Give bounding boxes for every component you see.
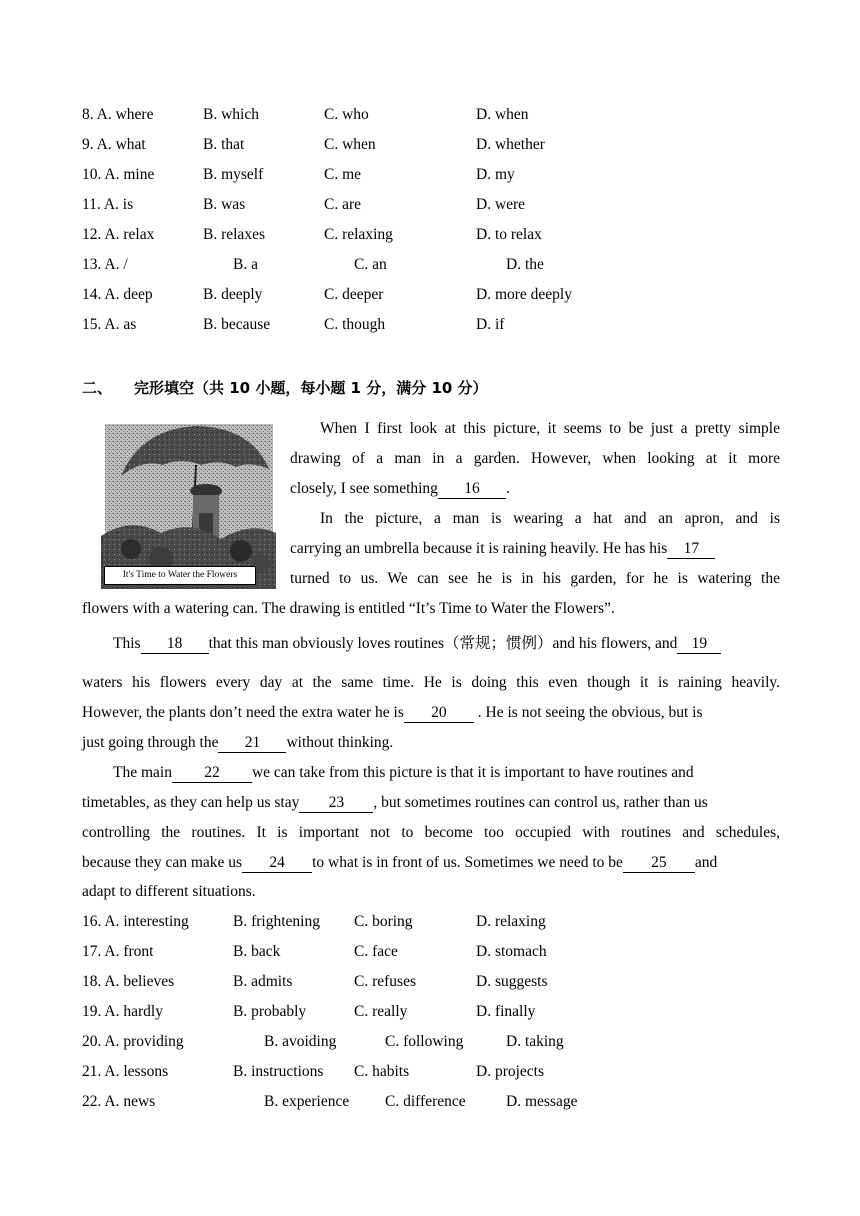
blank-18[interactable]: 18 — [141, 635, 209, 654]
passage-line-2: drawing of a man in a garden. However, when looking at it more — [290, 450, 780, 467]
passage-line-7: flowers with a watering can. The drawing is entitled “It’s Time to Water the Flowers”. — [82, 600, 615, 617]
blank-20[interactable]: 20 — [404, 704, 474, 723]
option-a: 9. A. what — [82, 136, 146, 153]
option-a: 20. A. providing — [82, 1033, 184, 1050]
picture-drawing — [101, 421, 276, 589]
option-a: 13. A. / — [82, 256, 128, 273]
passage-line-16: adapt to different situations. — [82, 883, 256, 900]
option-a: 12. A. relax — [82, 226, 155, 243]
option-c: C. me — [324, 166, 362, 183]
umbrella-gardener-picture — [101, 421, 276, 589]
option-a: 16. A. interesting — [82, 913, 189, 930]
option-d: D. message — [506, 1093, 578, 1110]
passage-line-13: timetables, as they can help us stay 23 , but sometimes routines can control us, rather than us — [82, 794, 708, 811]
option-a: 8. A. where — [82, 106, 154, 123]
option-d: D. when — [476, 106, 529, 123]
option-d: D. the — [506, 256, 544, 273]
passage-line-12: The main 22 we can take from this picture is that it is important to have routines and — [113, 764, 694, 781]
option-a: 11. A. is — [82, 196, 134, 213]
blank-24[interactable]: 24 — [242, 854, 312, 873]
option-a: 22. A. news — [82, 1093, 156, 1110]
option-b: B. deeply — [203, 286, 263, 303]
option-d: D. relaxing — [476, 913, 546, 930]
picture-caption: It's Time to Water the Flowers — [104, 566, 256, 585]
option-c: C. habits — [354, 1063, 410, 1080]
option-a: 17. A. front — [82, 943, 154, 960]
passage-line-10: However, the plants don’t need the extra water he is 20 . He is not seeing the obvious, but is — [82, 704, 703, 721]
option-d: D. taking — [506, 1033, 564, 1050]
option-a: 21. A. lessons — [82, 1063, 169, 1080]
option-b: B. experience — [264, 1093, 350, 1110]
option-b: B. myself — [203, 166, 264, 183]
passage-line-6: turned to us. We can see he is in his garden, for he is watering the — [290, 570, 780, 587]
option-d: D. finally — [476, 1003, 536, 1020]
option-b: B. admits — [233, 973, 293, 990]
option-b: B. frightening — [233, 913, 320, 930]
blank-22[interactable]: 22 — [172, 764, 252, 783]
section-title: 完形填空（共 10 小题，每小题 1 分，满分 10 分） — [134, 379, 488, 397]
option-d: D. stomach — [476, 943, 547, 960]
option-d: D. if — [476, 316, 505, 333]
passage-line-9: waters his flowers every day at the same time. He is doing this even though it is raining heavily. — [82, 674, 780, 691]
option-c: C. though — [324, 316, 386, 333]
section-heading — [82, 377, 488, 398]
option-a: 19. A. hardly — [82, 1003, 163, 1020]
option-b: B. relaxes — [203, 226, 265, 243]
option-c: C. deeper — [324, 286, 384, 303]
option-c: C. when — [324, 136, 376, 153]
blank-21[interactable]: 21 — [218, 734, 286, 753]
passage-line-14: controlling the routines. It is important not to become too occupied with routines and schedules, — [82, 824, 780, 841]
passage-line-8: This 18 that this man obviously loves routines（常规；惯例）and his flowers, and 19 — [113, 633, 721, 655]
option-d: D. my — [476, 166, 515, 183]
option-d: D. were — [476, 196, 526, 213]
passage-line-4: In the picture, a man is wearing a hat and an apron, and is — [320, 510, 780, 527]
blank-25[interactable]: 25 — [623, 854, 695, 873]
blank-23[interactable]: 23 — [299, 794, 373, 813]
option-a: 10. A. mine — [82, 166, 155, 183]
option-c: C. who — [324, 106, 369, 123]
option-d: D. whether — [476, 136, 545, 153]
option-b: B. probably — [233, 1003, 307, 1020]
option-d: D. to relax — [476, 226, 542, 243]
option-c: C. difference — [385, 1093, 466, 1110]
option-c: C. face — [354, 943, 398, 960]
option-a: 15. A. as — [82, 316, 137, 333]
option-c: C. refuses — [354, 973, 416, 990]
option-c: C. boring — [354, 913, 413, 930]
option-b: B. instructions — [233, 1063, 324, 1080]
passage-line-1: When I first look at this picture, it seems to be just a pretty simple — [320, 420, 780, 437]
option-b: B. that — [203, 136, 245, 153]
option-c: C. following — [385, 1033, 464, 1050]
option-a: 14. A. deep — [82, 286, 153, 303]
option-c: C. relaxing — [324, 226, 393, 243]
passage-line-5: carrying an umbrella because it is raining heavily. He has his 17 — [290, 538, 780, 560]
option-a: 18. A. believes — [82, 973, 175, 990]
option-d: D. suggests — [476, 973, 548, 990]
passage-line-15: because they can make us 24 to what is in front of us. Sometimes we need to be 25 and — [82, 854, 718, 871]
passage-line-3: closely, I see something 16 . — [290, 480, 510, 497]
option-b: B. a — [233, 256, 258, 273]
passage-line-11: just going through the 21 without thinking. — [82, 734, 394, 751]
blank-19[interactable]: 19 — [677, 635, 721, 654]
option-d: D. projects — [476, 1063, 545, 1080]
option-b: B. because — [203, 316, 271, 333]
section-number: 二、 — [82, 379, 113, 397]
option-b: B. back — [233, 943, 281, 960]
option-c: C. are — [324, 196, 362, 213]
option-b: B. was — [203, 196, 246, 213]
option-d: D. more deeply — [476, 286, 572, 303]
blank-16[interactable]: 16 — [438, 480, 506, 499]
option-b: B. which — [203, 106, 259, 123]
option-b: B. avoiding — [264, 1033, 337, 1050]
option-c: C. an — [354, 256, 387, 273]
option-c: C. really — [354, 1003, 408, 1020]
blank-17[interactable]: 17 — [667, 540, 715, 559]
